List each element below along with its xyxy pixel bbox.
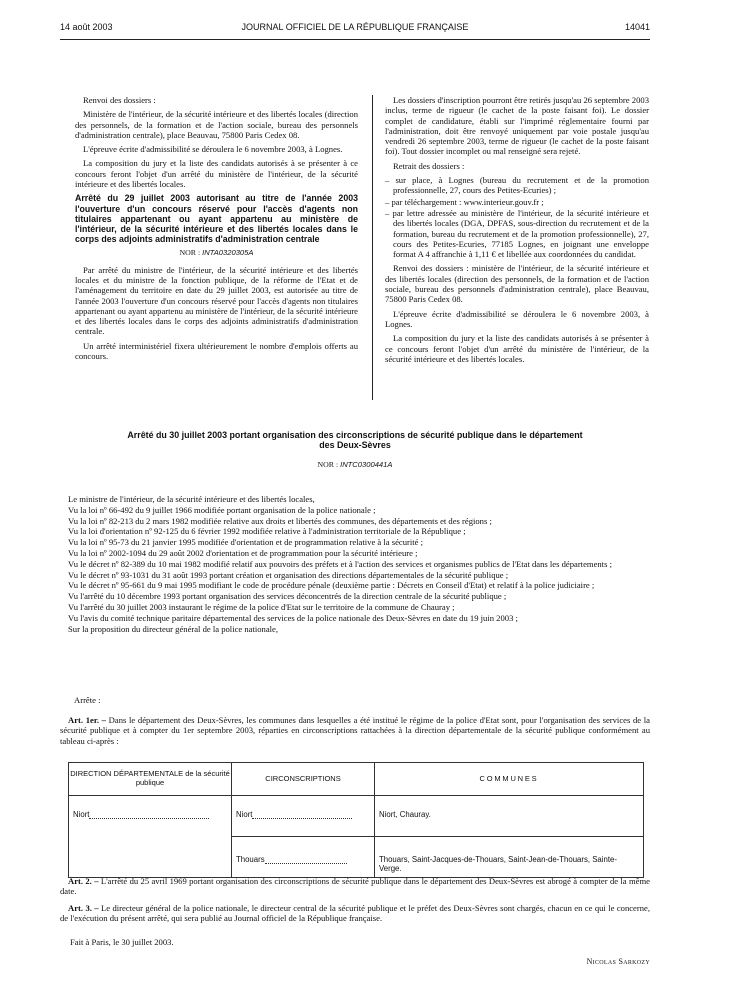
arrete-title: Arrêté du 29 juillet 2003 autorisant au titre de l'année 2003 l'ouverture d'un concours réservé pour l'accès d'agents non titulaires appartenant ou ayant appartenu au ministère de l'intérieur, de la sécurité intérieure et des libertés locales dans le corps des adjoints administratifs d'administration centrale	[75, 193, 358, 245]
right-paragraph: L'épreuve écrite d'admissibilité se déroulera le 6 novembre 2003, à Lognes.	[385, 308, 649, 329]
table-row	[69, 796, 644, 837]
page-header	[60, 22, 650, 36]
main-arrete-title	[60, 430, 650, 450]
visa-line: Vu la loi nº 66-492 du 9 juillet 1966 modifiée portant organisation de la police nationale ;	[68, 504, 376, 515]
list-item: – par lettre adressée au ministère de l'intérieur, de la sécurité intérieure et des libertés locales (DGA, DPFAS, sous-direction du recrutement et de la formation, bureau du recrutement et de la promotion professionnelle), 27, cours des Petites-Ecuries, 77185 Lognes, en joignant une enveloppe format A 4 affranchie à 1,11 € et libellée aux coordonnées du candidat.	[385, 207, 649, 260]
right-column	[385, 95, 649, 368]
visa-line: Vu la loi nº 82-213 du 2 mars 1982 modifiée relative aux droits et libertés des communes, des départements et des régions ;	[68, 515, 492, 526]
left-paragraph: Un arrêté interministériel fixera ultérieurement le nombre d'emplois offerts au concours.	[75, 340, 358, 362]
table-cell	[375, 837, 644, 878]
visa-line: Vu la loi d'orientation nº 92-125 du 6 février 1992 modifiée relative à l'administration territoriale de la République ;	[68, 526, 466, 537]
visa-line: Le ministre de l'intérieur, de la sécurité intérieure et des libertés locales,	[68, 494, 315, 504]
cell-text: Thouars, Saint-Jacques-de-Thouars, Saint-Jean-de-Thouars, Sainte-Verge.	[379, 855, 617, 873]
main-nor-reference	[60, 460, 650, 470]
article-3	[60, 903, 650, 924]
article-1-text	[60, 715, 650, 746]
left-paragraph: L'épreuve écrite d'admissibilité se déroulera le 6 novembre 2003, à Lognes.	[83, 144, 343, 155]
article-2-label: Art. 2. –	[68, 876, 99, 886]
article-3-body: Le directeur général de la police nationale, le directeur central de la sécurité publique et le préfet des Deux-Sèvres sont chargés, chacun en ce qui le concerne, de l'exécution du présent arrêté, qui sera publié au Journal officiel de la République française.	[60, 902, 650, 924]
retrait-list	[385, 175, 649, 259]
circonscriptions-table	[68, 762, 644, 878]
left-paragraph: Par arrêté du ministre de l'intérieur, de la sécurité intérieure et des libertés locales et du ministre de la fonction publique, de la réforme de l'Etat et de l'aménagement du territoire en date du 29 juillet 2003, est autorisée au titre de l'année 2003 l'ouverture d'un concours réservé pour l'accès d'agents non titulaires appartenant ou ayant appartenu au ministère de l'intérieur, de la sécurité intérieure et des libertés locales dans le corps des adjoints administratifs d'administration centrale.	[75, 264, 358, 337]
list-item: – sur place, à Lognes (bureau du recrutement et de la promotion professionnelle, 27, cours des Petites-Ecuries) ;	[385, 175, 649, 196]
signature: Nicolas Sarkozy	[586, 957, 650, 966]
cell-text: Niort, Chauray.	[379, 810, 431, 819]
header-date: 14 août 2003	[60, 22, 113, 32]
article-2-body: L'arrêté du 25 avril 1969 portant organisation des circonscriptions de sécurité publique dans le département des Deux-Sèvres est abrogé à compter de la même date.	[60, 876, 650, 897]
table-cell	[232, 837, 375, 878]
article-2	[60, 876, 650, 897]
article-3-label: Art. 3. –	[68, 902, 99, 913]
cell-text: Niort	[73, 810, 90, 819]
right-paragraph: La composition du jury et la liste des candidats autorisés à se présenter à ce concours feront l'objet d'un arrêté du ministère de l'intérieur, de la sécurité intérieure et des libertés locales.	[385, 333, 649, 364]
fait-a-paris: Fait à Paris, le 30 juillet 2003.	[70, 937, 174, 947]
nor-value: INTA0320305A	[202, 248, 254, 258]
table-cell	[69, 796, 232, 878]
article-1-body: Dans le département des Deux-Sèvres, les communes dans lesquelles a été institué le régime de la police d'Etat sont, pour l'organisation des services de la sécurité publique et à compter du 1er septembre 2003, réparties en circonscriptions rattachées à la direction départementale de la sécurité publique conformément au tableau ci-après :	[60, 715, 650, 746]
article-1	[60, 715, 650, 746]
visa-line: Vu le décret nº 82-389 du 10 mai 1982 modifié relatif aux pouvoirs des préfets et à l'action des services et organismes publics de l'Etat dans les départements ;	[68, 558, 612, 569]
visa-line: Vu l'arrêté du 30 juillet 2003 instaurant le régime de la police d'Etat sur le territoire de la commune de Chauray ;	[68, 601, 455, 612]
cell-text: Niort	[236, 810, 253, 819]
right-paragraph: Retrait des dossiers :	[393, 160, 465, 171]
visa-line: Vu le décret nº 93-1031 du 31 août 1993 portant création et organisation des directions départementales de la sécurité publique ;	[68, 569, 509, 580]
arrete-label: Arrête :	[74, 695, 101, 705]
visa-line: Vu l'arrêté du 10 décembre 1993 portant organisation des services déconcentrés de la direction centrale de la sécurité publique ;	[68, 591, 507, 602]
leader-dots	[252, 818, 352, 819]
visas-block	[60, 494, 650, 634]
visa-line: Vu le décret nº 95-661 du 9 mai 1995 modifiant le code de procédure pénale (deuxième partie : Décrets en Conseil d'Etat) et relatif à la police judiciaire ;	[68, 580, 595, 591]
cell-text: Thouars	[236, 855, 265, 864]
visa-line: Sur la proposition du directeur général de la police nationale,	[68, 623, 278, 634]
table-cell	[232, 796, 375, 837]
visa-line: Vu la loi nº 95-73 du 21 janvier 1995 modifiée d'orientation et de programmation relative à la sécurité ;	[68, 537, 423, 548]
article-1-label: Art. 1er. –	[68, 715, 106, 725]
list-item: – par téléchargement : www.interieur.gouv.fr ;	[385, 196, 544, 207]
left-paragraph: Ministère de l'intérieur, de la sécurité intérieure et des libertés locales (direction des personnels, de la formation et de l'action sociale, bureau des personnels d'administration centrale), place Beauvau, 75800 Paris Cedex 08.	[75, 109, 358, 140]
visa-line: Vu la loi nº 2002-1094 du 29 août 2002 d'orientation et de programmation pour la sécurité intérieure ;	[68, 547, 418, 558]
header-rule	[60, 39, 650, 40]
table-cell	[375, 796, 644, 837]
leader-dots	[265, 863, 347, 864]
left-paragraph: Renvoi des dossiers :	[83, 95, 156, 105]
nor-value: INTC0300441A	[340, 460, 393, 469]
left-paragraph: La composition du jury et la liste des candidats autorisés à se présenter à ce concours feront l'objet d'un arrêté du ministère de l'intérieur, de la sécurité intérieure et des libertés locales.	[75, 158, 358, 190]
table-header: COMMUNES	[375, 763, 644, 796]
right-paragraph: Les dossiers d'inscription pourront être retirés jusqu'au 26 septembre 2003 inclus, terme de rigueur (le cachet de la poste faisant foi). Le dossier complet de candidature, établi sur l'imprimé réglementaire fourni par l'administration, doit être renvoyé uniquement par voie postale jusqu'au vendredi 26 septembre 2003, terme de rigueur (le cachet de la poste faisant foi). Tout dossier incomplet ou mal renseigné sera rejeté.	[385, 95, 649, 157]
header-page-number: 14041	[624, 22, 650, 32]
nor-label: NOR :	[317, 460, 339, 469]
visa-line: Vu l'avis du comité technique paritaire départemental des services de la police nationale des Deux-Sèvres en date du 19 juin 2003 ;	[68, 612, 518, 623]
table-header: DIRECTION DÉPARTEMENTALE de la sécurité publique	[69, 763, 232, 796]
right-paragraph: Renvoi des dossiers : ministère de l'intérieur, de la sécurité intérieure et des libertés locales (direction des personnels, de la formation et de l'action sociale, bureau des personnels d'administration centrale), place Beauvau, 75800 Paris Cedex 08.	[385, 263, 649, 305]
left-column	[75, 95, 358, 365]
column-divider	[372, 95, 373, 400]
leader-dots	[89, 818, 209, 819]
nor-label: NOR :	[179, 248, 201, 258]
main-title-text: Arrêté du 30 juillet 2003 portant organisation des circonscriptions de sécurité publique dans le département des Deux-Sèvres	[127, 430, 583, 450]
header-journal-title: JOURNAL OFFICIEL DE LA RÉPUBLIQUE FRANÇAISE	[241, 22, 469, 32]
nor-reference	[75, 248, 358, 258]
table-header-row	[69, 763, 644, 796]
table-header: CIRCONSCRIPTIONS	[232, 763, 375, 796]
articles-2-3	[60, 876, 650, 930]
